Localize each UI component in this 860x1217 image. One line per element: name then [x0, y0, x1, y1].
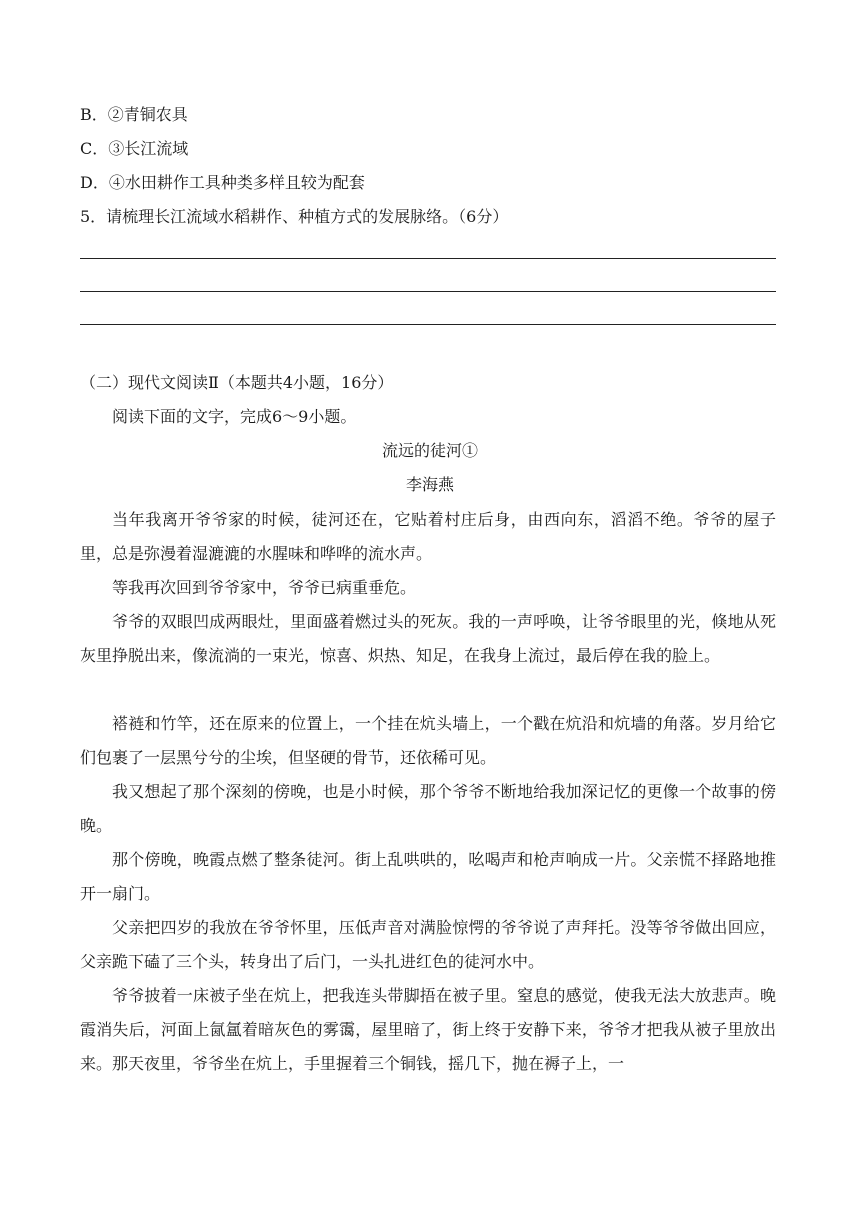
- reading-instruction: 阅读下面的文字，完成6～9小题。: [112, 407, 357, 426]
- paragraph-1: 当年我离开爷爷家的时候，徒河还在，它贴着村庄后身，由西向东，滔滔不绝。爷爷的屋子里，总是弥漫着湿漉漉的水腥味和哗哗的流水声。: [80, 510, 776, 563]
- paragraph-2: 等我再次回到爷爷家中，爷爷已病重垂危。: [112, 578, 417, 597]
- option-c: C．③长江流域: [80, 139, 189, 158]
- article-author: 李海燕: [405, 475, 454, 494]
- answer-line-2[interactable]: [80, 291, 776, 292]
- paragraph-8: 爷爷披着一床被子坐在炕上，把我连头带脚捂在被子里。窒息的感觉，使我无法大放悲声。晚霞消失后，河面上氤氲着暗灰色的雾霭，屋里暗了，街上终于安静下来，爷爷才把我从被子里放出来。那天夜里，爷爷坐在炕上，手里握着三个铜钱，摇几下，抛在褥子上，一: [80, 986, 776, 1073]
- answer-line-1[interactable]: [80, 258, 776, 259]
- paragraph-6: 那个傍晚，晚霞点燃了整条徒河。街上乱哄哄的，吆喝声和枪声响成一片。父亲慌不择路地推开一扇门。: [80, 850, 776, 903]
- paragraph-5: 我又想起了那个深刻的傍晚，也是小时候，那个爷爷不断地给我加深记忆的更像一个故事的傍晚。: [80, 782, 776, 835]
- option-d: D．④水田耕作工具种类多样且较为配套: [80, 173, 365, 192]
- section-heading: （二）现代文阅读Ⅱ（本题共4小题，16分）: [80, 373, 394, 392]
- article-title: 流远的徒河①: [381, 441, 478, 460]
- paragraph-3: 爷爷的双眼凹成两眼灶，里面盛着燃过头的死灰。我的一声呼唤，让爷爷眼里的光，倏地从死灰里挣脱出来，像流淌的一束光，惊喜、炽热、知足，在我身上流过，最后停在我的脸上。: [80, 612, 776, 665]
- option-b: B．②青铜农具: [80, 105, 188, 124]
- question-5: 5．请梳理长江流域水稻耕作、种植方式的发展脉络。（6分）: [80, 207, 509, 226]
- paragraph-4: 褡裢和竹竿，还在原来的位置上，一个挂在炕头墙上，一个戳在炕沿和炕墙的角落。岁月给它们包裹了一层黑兮兮的尘埃，但坚硬的骨节，还依稀可见。: [80, 714, 776, 767]
- paragraph-7: 父亲把四岁的我放在爷爷怀里，压低声音对满脸惊愕的爷爷说了声拜托。没等爷爷做出回应，父亲跪下磕了三个头，转身出了后门，一头扎进红色的徒河水中。: [80, 918, 776, 971]
- answer-line-3[interactable]: [80, 324, 776, 325]
